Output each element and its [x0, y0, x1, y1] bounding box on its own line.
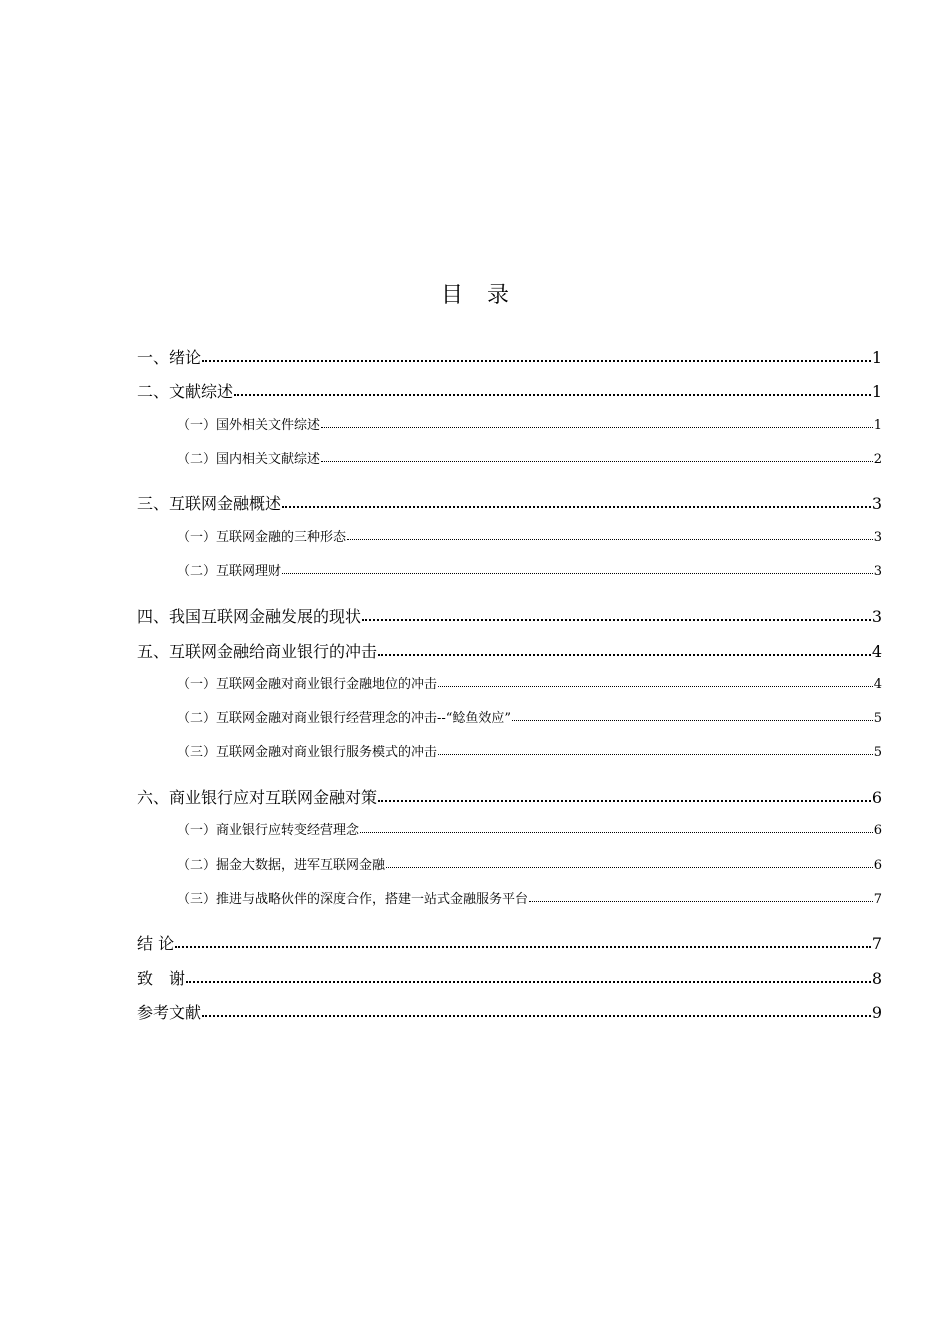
- toc-entry-label: 致 谢: [137, 969, 186, 988]
- toc-entry-label: （二）国内相关文献综述: [177, 452, 321, 467]
- toc-entry-label: 五、互联网金融给商业银行的冲击: [137, 642, 378, 661]
- toc-entry-label: 一、绪论: [137, 348, 202, 367]
- toc-entry-section-6-1[interactable]: [177, 821, 882, 841]
- toc-entry-page: 6: [873, 858, 882, 873]
- toc-entry-chapter-5[interactable]: [137, 641, 882, 663]
- toc-entry-section-5-1[interactable]: [177, 675, 882, 695]
- toc-entry-chapter-3[interactable]: [137, 493, 882, 515]
- toc-entry-page: 8: [871, 969, 882, 988]
- page-title-char-1: 目: [440, 283, 463, 308]
- toc-entry-page: 5: [873, 745, 882, 760]
- toc-entry-chapter-4[interactable]: [137, 606, 882, 628]
- toc-entry-section-5-2[interactable]: [177, 709, 882, 729]
- toc-entry-page: 3: [871, 607, 882, 626]
- dot-leader: [512, 709, 873, 722]
- toc-entry-label: （三）互联网金融对商业银行服务模式的冲击: [177, 745, 438, 760]
- toc-entry-label: 二、文献综述: [137, 382, 234, 401]
- toc-entry-page: 6: [871, 788, 882, 807]
- toc-entry-page: 2: [873, 452, 882, 467]
- dot-leader: [175, 933, 871, 949]
- dot-leader: [360, 821, 873, 834]
- toc-entry-page: 3: [873, 530, 882, 545]
- dot-leader: [362, 606, 871, 622]
- dot-leader: [186, 968, 871, 984]
- dot-leader: [202, 1002, 871, 1018]
- toc-entry-label: 结 论: [137, 934, 175, 953]
- toc-entry-label: 四、我国互联网金融发展的现状: [137, 607, 362, 626]
- toc-entry-label: 六、商业银行应对互联网金融对策: [137, 788, 378, 807]
- toc-entry-page: 7: [873, 892, 882, 907]
- dot-leader: [529, 890, 873, 903]
- toc-entry-section-3-2[interactable]: [177, 562, 882, 582]
- toc-entry-label: （一）商业银行应转变经营理念: [177, 823, 360, 838]
- dot-leader: [321, 416, 873, 429]
- dot-leader: [347, 528, 873, 541]
- toc-entry-page: 3: [871, 494, 882, 513]
- toc-entry-page: 4: [873, 677, 882, 692]
- toc-entry-label: （一）互联网金融对商业银行金融地位的冲击: [177, 677, 438, 692]
- dot-leader: [378, 641, 871, 657]
- dot-leader: [378, 787, 871, 803]
- dot-leader: [202, 347, 871, 363]
- toc-entry-label: （一）互联网金融的三种形态: [177, 530, 347, 545]
- toc-entry-page: 5: [873, 711, 882, 726]
- toc-entry-label: （二）互联网金融对商业银行经营理念的冲击--“鲶鱼效应”: [177, 711, 512, 726]
- toc-entry-chapter-1[interactable]: [137, 347, 882, 369]
- toc-entry-page: 6: [873, 823, 882, 838]
- toc-entry-page: 4: [871, 642, 882, 661]
- toc-entry-references[interactable]: [137, 1002, 882, 1024]
- toc-entry-section-6-3[interactable]: [177, 890, 882, 910]
- dot-leader: [234, 381, 871, 397]
- toc-entry-label: （二）掘金大数据，进军互联网金融: [177, 858, 386, 873]
- toc-entry-page: 3: [873, 564, 882, 579]
- dot-leader: [386, 856, 873, 869]
- toc-entry-page: 1: [873, 418, 882, 433]
- page-title: [0, 280, 950, 312]
- toc-entry-acknowledgements[interactable]: [137, 968, 882, 990]
- toc-entry-label: （三）推进与战略伙伴的深度合作，搭建一站式金融服务平台: [177, 892, 529, 907]
- toc-entry-label: （一）国外相关文件综述: [177, 418, 321, 433]
- dot-leader: [438, 675, 873, 688]
- page-title-char-2: 录: [487, 283, 510, 308]
- toc-entry-chapter-2[interactable]: [137, 381, 882, 403]
- toc-entry-conclusion[interactable]: [137, 933, 882, 955]
- dot-leader: [321, 450, 873, 463]
- toc-entry-section-2-2[interactable]: [177, 450, 882, 470]
- toc-entry-label: 参考文献: [137, 1003, 202, 1022]
- toc-entry-label: （二）互联网理财: [177, 564, 282, 579]
- toc-entry-section-2-1[interactable]: [177, 416, 882, 436]
- dot-leader: [438, 743, 873, 756]
- toc-entry-page: 9: [871, 1003, 882, 1022]
- toc-entry-label: 三、互联网金融概述: [137, 494, 282, 513]
- dot-leader: [282, 562, 873, 575]
- toc-entry-chapter-6[interactable]: [137, 787, 882, 809]
- toc-entry-section-3-1[interactable]: [177, 528, 882, 548]
- toc-entry-page: 7: [871, 934, 882, 953]
- toc-entry-section-5-3[interactable]: [177, 743, 882, 763]
- toc-entry-section-6-2[interactable]: [177, 856, 882, 876]
- dot-leader: [282, 493, 871, 509]
- toc-entry-page: 1: [871, 348, 882, 367]
- toc-entry-page: 1: [871, 382, 882, 401]
